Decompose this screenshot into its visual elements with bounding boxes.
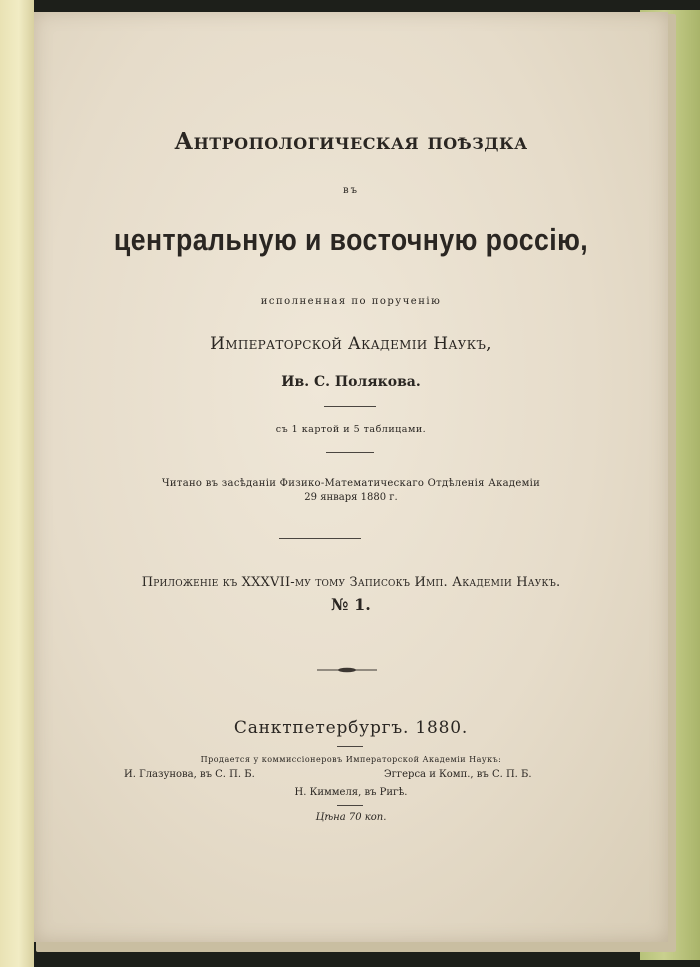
left-book-leaf bbox=[0, 0, 34, 967]
maps-note: съ 1 картой и 5 таблицами. bbox=[275, 424, 427, 435]
divider-rule bbox=[337, 746, 363, 747]
divider-rule bbox=[324, 406, 376, 407]
sold-by-line: Продается у коммиссіонеровъ Императорской Академіи Наукъ: bbox=[200, 755, 502, 764]
academy-line: Императорской Академіи Наукъ, bbox=[210, 334, 492, 354]
ornament-rule bbox=[317, 667, 377, 673]
place-year: Санктпетербургъ. 1880. bbox=[233, 718, 469, 738]
title-line-4: исполненная по порученію bbox=[260, 296, 442, 307]
supplement-line: Приложеніе къ XXXVII-му тому Записокъ Имп. Академіи Наукъ. bbox=[141, 575, 561, 590]
divider-rule bbox=[279, 538, 361, 539]
title-line-1: Антропологическая поѣздка bbox=[174, 128, 528, 155]
author-line: Ив. С. Полякова. bbox=[281, 374, 421, 390]
seller-2: Эггерса и Комп., въ С. П. Б. bbox=[384, 769, 532, 780]
seller-1: И. Глазунова, въ С. П. Б. bbox=[124, 769, 255, 780]
read-note-1: Читано въ засѣданіи Физико-Математическаго Отдѣленія Академіи bbox=[161, 478, 541, 489]
divider-rule bbox=[326, 452, 374, 453]
issue-number: № 1. bbox=[331, 595, 371, 614]
read-note-2: 29 января 1880 г. bbox=[304, 492, 398, 503]
title-page bbox=[34, 12, 668, 942]
price-line: Цѣна 70 коп. bbox=[315, 812, 387, 823]
title-main: центральную и восточную россію, bbox=[113, 222, 589, 257]
seller-3: Н. Киммеля, въ Ригѣ. bbox=[294, 787, 408, 798]
divider-rule bbox=[337, 805, 363, 806]
title-line-2: въ bbox=[343, 185, 359, 196]
